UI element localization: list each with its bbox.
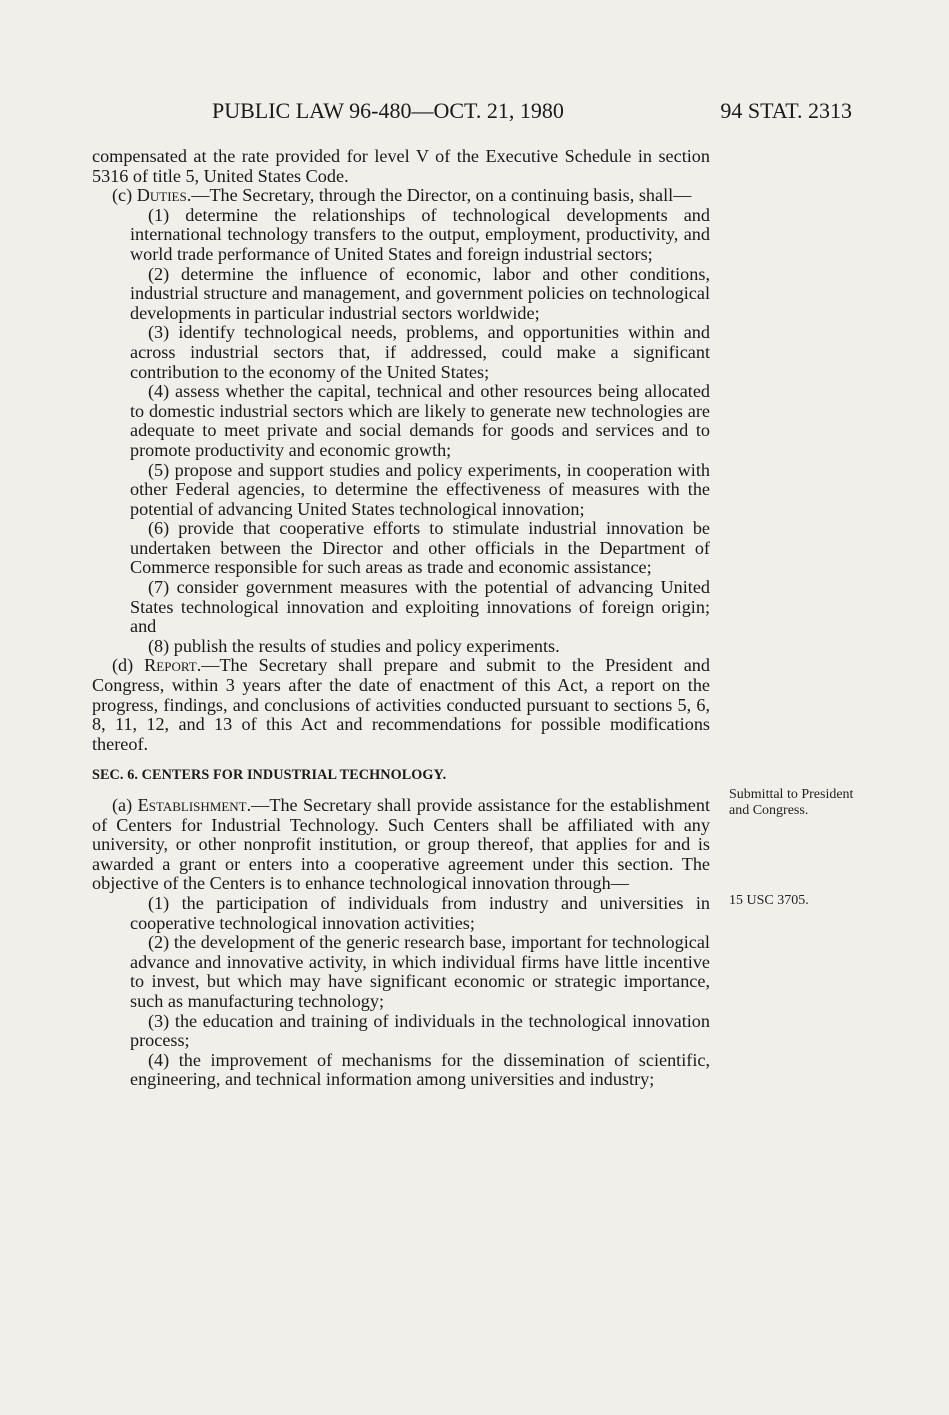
duty-item-1: (1) determine the relationships of technological developments and international technology transfers to the output, employment, productivity, and world trade performance of United States and foreign industrial sectors;	[130, 204, 710, 264]
subsection-d-heading: Report	[144, 655, 197, 676]
objective-item-4: (4) the improvement of mechanisms for the dissemination of scientific, engineering, and technical information among universities and industry;	[130, 1049, 710, 1090]
subsection-d-text: .—The Secretary shall prepare and submit to the President and Congress, within 3 years after the date of enactment of this Act, a report on the progress, findings, and conclusions of activities conducted pursuant to sections 5, 6, 8, 11, 12, and 13 of this Act and recommendations for possible modifications thereof.	[92, 655, 710, 754]
page-header	[212, 98, 852, 128]
margin-note-usc-citation: 15 USC 3705.	[729, 893, 809, 908]
objective-item-1: (1) the participation of individuals from industry and universities in cooperative technological innovation activities;	[130, 892, 710, 933]
paragraph-continuation: compensated at the rate provided for level V of the Executive Schedule in section 5316 of title 5, United States Code.	[92, 146, 710, 186]
header-title: PUBLIC LAW 96-480—OCT. 21, 1980	[212, 98, 564, 123]
duty-item-5: (5) propose and support studies and policy experiments, in cooperation with other Federal agencies, to determine the effectiveness of measures with the potential of advancing United States technological innovation;	[130, 459, 710, 519]
subsection-c-label: (c)	[112, 185, 137, 206]
duty-item-7: (7) consider government measures with the potential of advancing United States technological innovation and exploiting innovations of foreign origin; and	[130, 577, 710, 637]
subsection-d-label: (d)	[112, 655, 145, 676]
margin-note-submittal: Submittal to President and Congress.	[729, 787, 854, 818]
subsection-c	[92, 186, 710, 206]
objective-item-3: (3) the education and training of individuals in the technological innovation process;	[130, 1010, 710, 1051]
duty-item-3: (3) identify technological needs, problems, and opportunities within and across industrial sectors that, if addressed, could make a significant contribution to the economy of the United States;	[130, 322, 710, 382]
duty-item-6: (6) provide that cooperative efforts to stimulate industrial innovation be undertaken between the Director and other officials in the Department of Commerce responsible for such areas as trade and economic assistance;	[130, 518, 710, 578]
subsection-a-label: (a)	[112, 795, 138, 815]
subsection-c-heading: Duties	[136, 185, 187, 206]
duty-item-2: (2) determine the influence of economic, labor and other conditions, industrial structure and management, and government policies on technological developments in particular industrial sectors worldwide;	[130, 263, 710, 323]
subsection-d	[92, 656, 710, 754]
subsection-a-text: .—The Secretary shall provide assistance for the establishment of Centers for Industrial Technology. Such Centers shall be affiliated with any university, or other nonprofit institution, or group thereof, that applies for and is awarded a grant or enters into a cooperative agreement under this section. The objective of the Centers is to enhance technological innovation through—	[92, 795, 711, 894]
section-6-heading: SEC. 6. CENTERS FOR INDUSTRIAL TECHNOLOGY.	[92, 767, 447, 784]
header-stat-citation: 94 STAT. 2313	[720, 98, 852, 123]
duty-item-8: (8) publish the results of studies and policy experiments.	[148, 635, 560, 656]
duty-item-4: (4) assess whether the capital, technical and other resources being allocated to domestic industrial sectors which are likely to generate new technologies are adequate to meet private and social demands for goods and services and to promote productivity and economic growth;	[130, 381, 710, 460]
subsection-a-heading: Establishment	[137, 795, 247, 815]
body-text	[92, 147, 710, 1090]
objective-item-2: (2) the development of the generic research base, important for technological advance and innovative activity, in which individual firms have little incentive to invest, but which may have significant economic or strategic importance, such as manufacturing technology;	[130, 932, 710, 1011]
subsection-a	[92, 796, 710, 894]
subsection-c-text: .—The Secretary, through the Director, on a continuing basis, shall—	[186, 185, 692, 206]
